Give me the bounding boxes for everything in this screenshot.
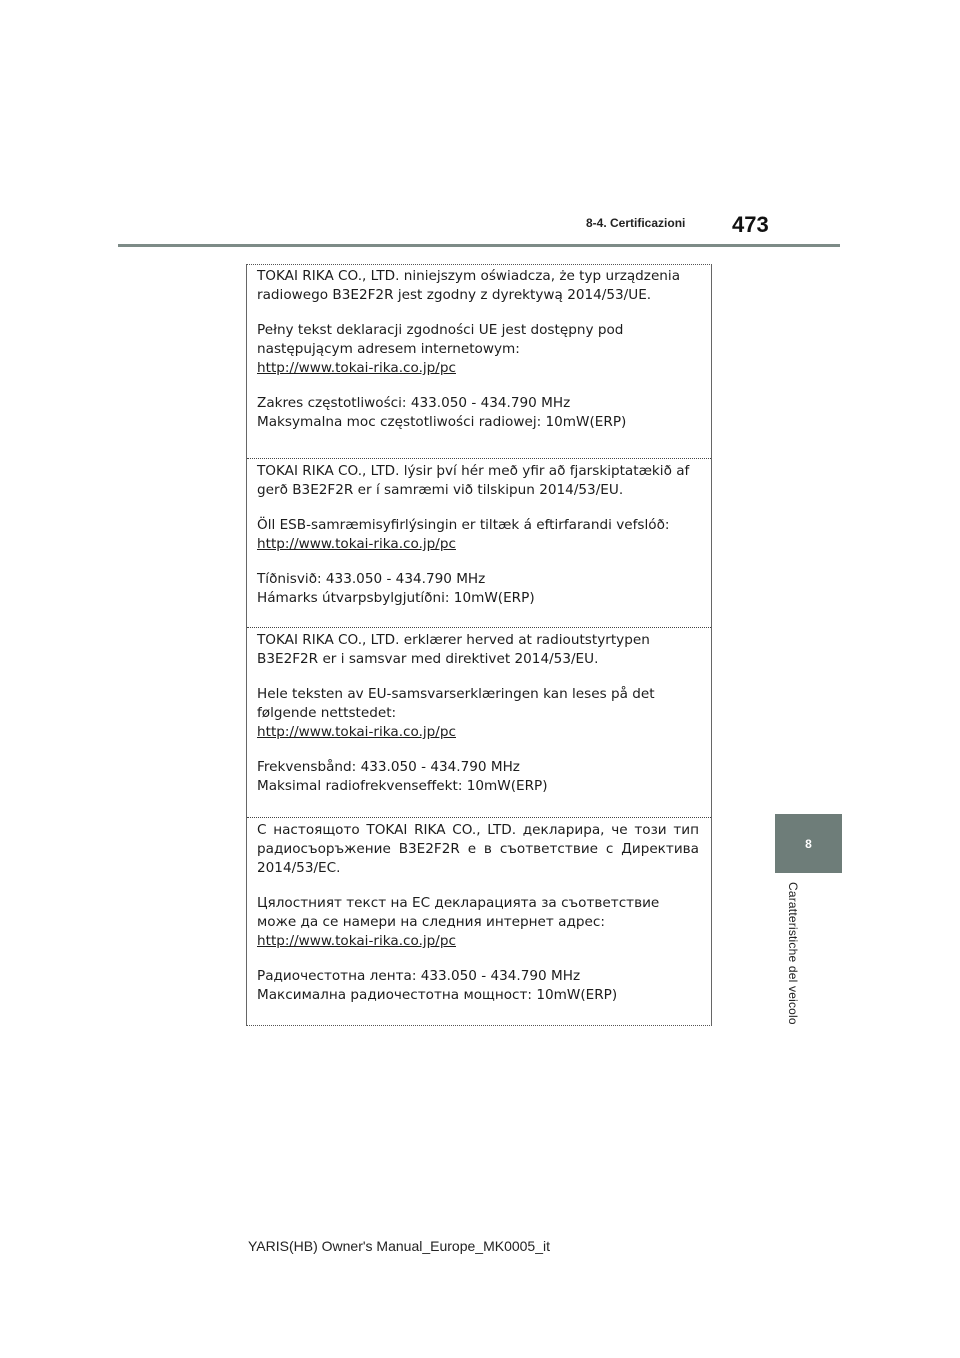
page-number: 473 — [732, 212, 769, 237]
chapter-tab[interactable] — [775, 814, 842, 873]
cert-url-link[interactable]: http://www.tokai-rika.co.jp/pc — [257, 536, 456, 552]
cert-intro: TOKAI RIKA CO., LTD. lýsir því hér með yfir að fjarskiptatækið af gerð B3E2F2R er í samræmi við tilskipun 2014/53/EU. — [257, 463, 690, 498]
cert-text: Pełny tekst deklaracji zgodności UE jest dostępny pod następującym adresem internetowym: — [257, 322, 624, 357]
cert-intro: С настоящото TOKAI RIKA CO., LTD. декларира, че този тип радиосъоръжение B3E2F2R е в съответствие с Директива 2014/53/ЕС. — [257, 822, 699, 876]
cert-frequency: Zakres częstotliwości: 433.050 - 434.790 MHz — [257, 395, 571, 411]
cert-power: Maksymalna moc częstotliwości radiowej: 10mW(ERP) — [257, 414, 627, 430]
cert-url-link[interactable]: http://www.tokai-rika.co.jp/pc — [257, 933, 456, 949]
header-divider — [118, 244, 840, 247]
chapter-number: 8 — [805, 836, 812, 851]
cert-block-norwegian — [247, 627, 711, 796]
cert-frequency: Frekvensbånd: 433.050 - 434.790 MHz — [257, 759, 520, 775]
chapter-title: Caratteristiche del veicolo — [786, 882, 800, 1025]
cert-power: Максимална радиочестотна мощност: 10mW(ERP) — [257, 987, 618, 1003]
cert-text: Цялостният текст на ЕС декларацията за съответствие може да се намери на следния интернет адрес: — [257, 895, 660, 930]
section-title: 8-4. Certificazioni — [586, 216, 686, 230]
certification-frame — [246, 264, 712, 1026]
cert-url-link[interactable]: http://www.tokai-rika.co.jp/pc — [257, 360, 456, 376]
cert-intro: TOKAI RIKA CO., LTD. erklærer herved at radioutstyrtypen B3E2F2R er i samsvar med direktivet 2014/53/EU. — [257, 632, 650, 667]
cert-power: Hámarks útvarpsbylgjutíðni: 10mW(ERP) — [257, 590, 535, 606]
cert-block-bulgarian — [247, 817, 711, 1005]
cert-block-polish — [247, 267, 711, 432]
cert-block-icelandic — [247, 458, 711, 608]
cert-text: Hele teksten av EU-samsvarserklæringen kan leses på det følgende nettstedet: — [257, 686, 655, 721]
cert-text: Öll ESB-samræmisyfirlýsingin er tiltæk á eftirfarandi vefslóð: — [257, 517, 670, 533]
cert-frequency: Радиочестотна лента: 433.050 - 434.790 MHz — [257, 968, 581, 984]
footer-text: YARIS(HB) Owner's Manual_Europe_MK0005_it — [248, 1238, 550, 1254]
cert-frequency: Tíðnisvið: 433.050 - 434.790 MHz — [257, 571, 486, 587]
cert-intro: TOKAI RIKA CO., LTD. niniejszym oświadcza, że typ urządzenia radiowego B3E2F2R jest zgodny z dyrektywą 2014/53/UE. — [257, 268, 681, 303]
cert-power: Maksimal radiofrekvenseffekt: 10mW(ERP) — [257, 778, 548, 794]
cert-url-link[interactable]: http://www.tokai-rika.co.jp/pc — [257, 724, 456, 740]
